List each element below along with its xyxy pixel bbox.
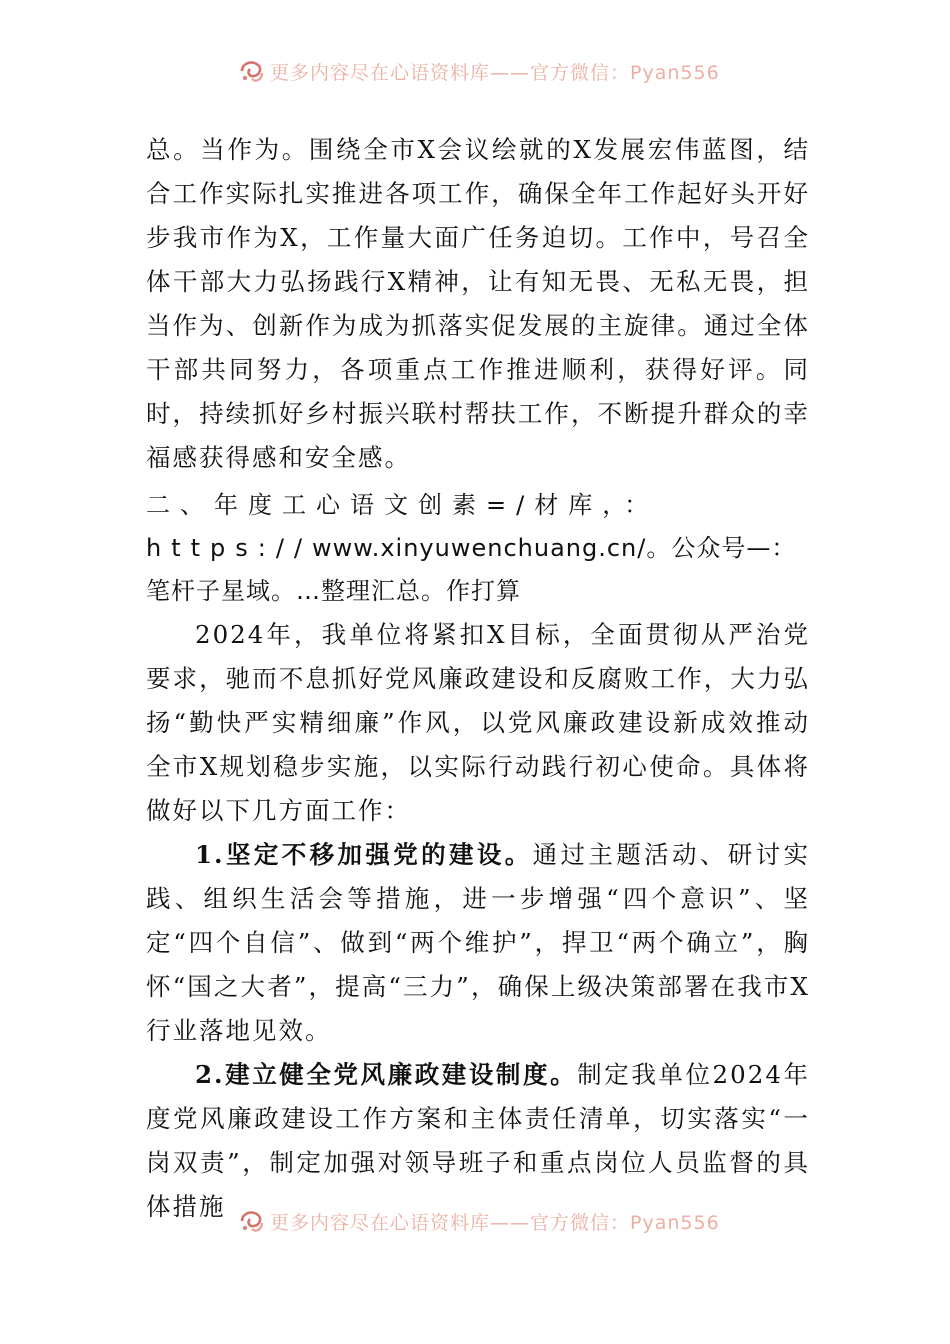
- list-item-2-title: 2.建立健全党风廉政建设制度。: [195, 1060, 578, 1089]
- section-heading: [146, 484, 810, 613]
- watermark-text: 更多内容尽在心语资料库——官方微信：Pyan556: [270, 61, 720, 84]
- watermark-banner-bottom: [238, 1206, 720, 1236]
- brand-logo-icon: [238, 1207, 266, 1235]
- list-item-1: [146, 833, 810, 1053]
- paragraph-1: 总。当作为。围绕全市X会议绘就的X发展宏伟蓝图，结合工作实际扎实推进各项工作，确保全年工作起好头开好步我市作为X，工作量大面广任务迫切。工作中，号召全体干部大力弘扬践行X精神，让有知无畏、无私无畏，担当作为、创新作为成为抓落实促发展的主旋律。通过全体干部共同努力，各项重点工作推进顺利，获得好评。同时，持续抓好乡村振兴联村帮扶工作，不断提升群众的幸福感获得感和安全感。: [146, 135, 810, 472]
- list-item-2: [146, 1053, 810, 1229]
- paragraph-2: 2024年，我单位将紧扣X目标，全面贯彻从严治党要求，驰而不息抓好党风廉政建设和反腐败工作，大力弘扬“勤快严实精细廉”作风，以党风廉政建设新成效推动全市X规划稳步实施，以实际行动践行初心使命。具体将做好以下几方面工作：: [146, 620, 810, 825]
- brand-logo-icon: [238, 57, 266, 85]
- watermark-text: 更多内容尽在心语资料库——官方微信：Pyan556: [270, 1211, 720, 1234]
- list-item-1-title: 1.坚定不移加强党的建设。: [195, 840, 533, 869]
- document-body: [146, 128, 810, 1229]
- list-item-1-text: 通过主题活动、研讨实践、组织生活会等措施，进一步增强“四个意识”、坚定“四个自信”、做到“两个维护”，捍卫“两个确立”，胸怀“国之大者”，提高“三力”，确保上级决策部署在我市X行业落地见效。: [146, 840, 811, 1045]
- section-heading-line-2: www.xinyuwenchuang.cn/。公众号—：笔杆子星域。…整理汇总。作打算: [146, 534, 797, 605]
- watermark-banner-top: [238, 56, 720, 86]
- list-item-2-text: 制定我单位2024年度党风廉政建设工作方案和主体责任清单，切实落实“一岗双责”，制定加强对领导班子和重点岗位人员监督的具体措施: [146, 1060, 810, 1221]
- section-heading-line-1: 二、年度工心语文创素=/材库，：https://: [146, 491, 659, 562]
